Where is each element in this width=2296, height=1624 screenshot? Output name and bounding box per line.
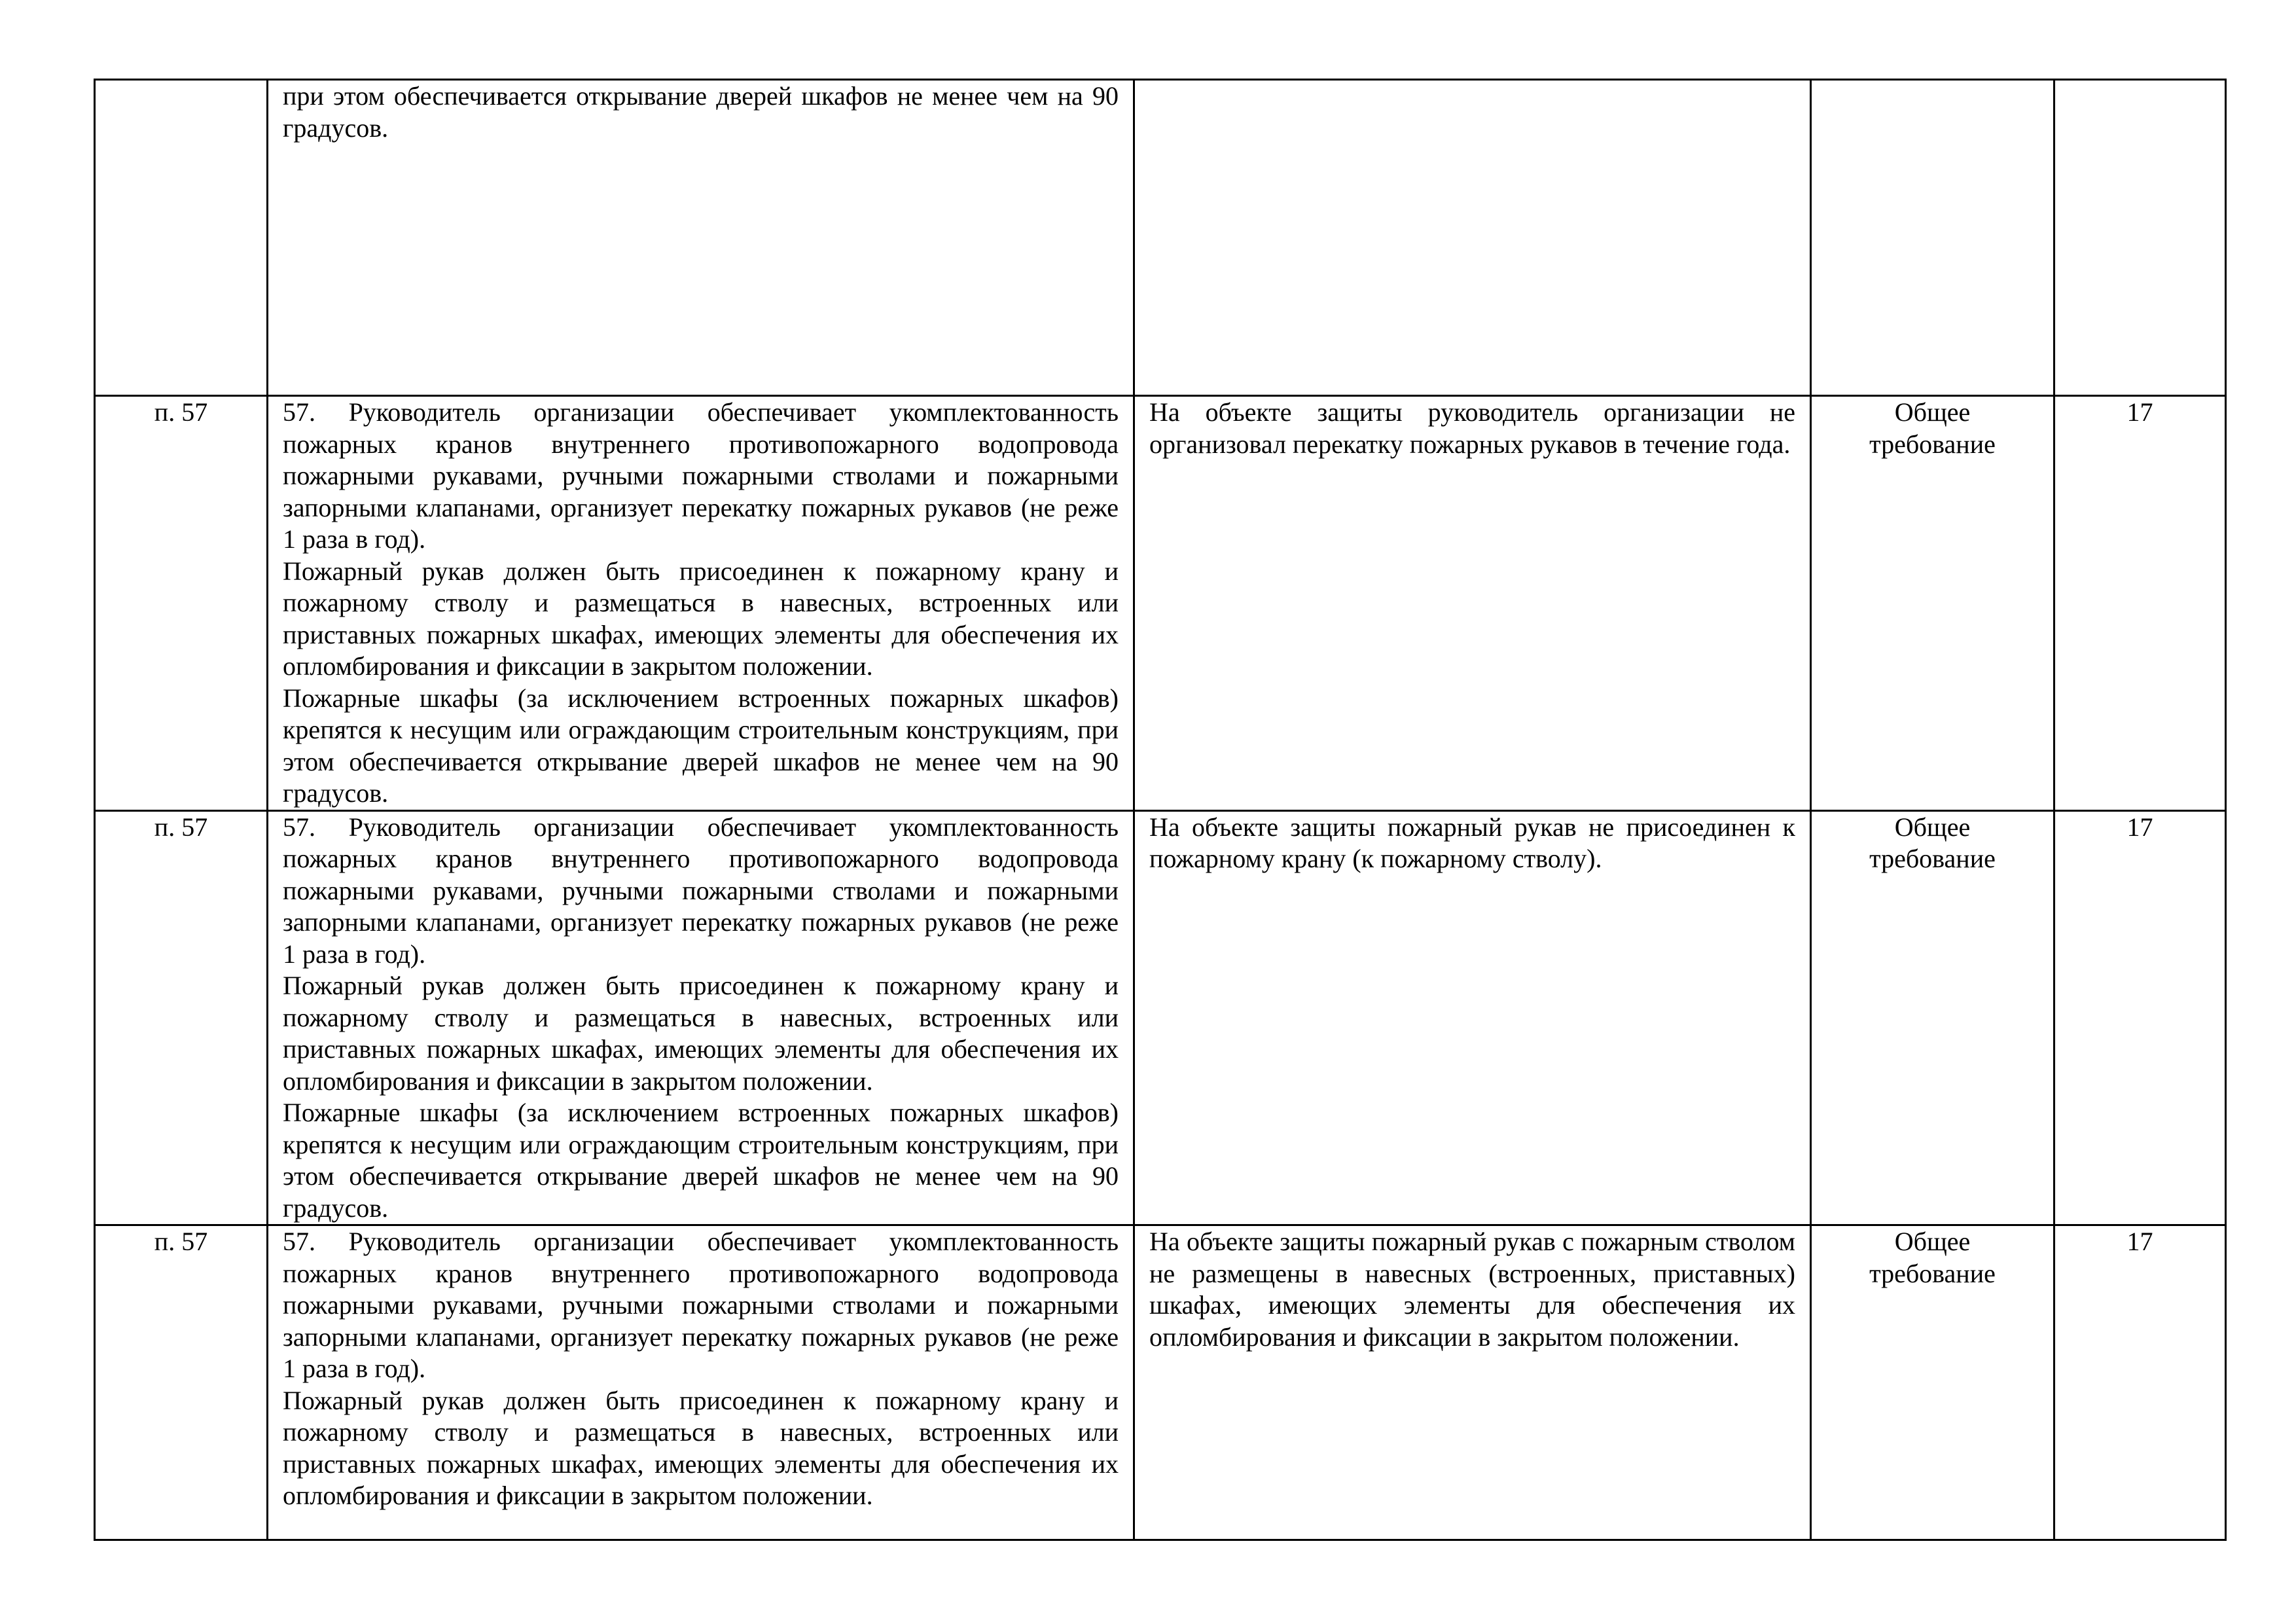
reference-cell: п. 57 xyxy=(95,1225,268,1540)
violation-cell xyxy=(1134,1225,1811,1540)
requirement-cell xyxy=(268,1225,1134,1540)
requirement-paragraph: Пожарный рукав должен быть присоединен к пожарному крану и пожарному стволу и размещаться в навесных, встроенных или приставных пожарных шкафах, имеющих элементы для обеспечения их опломбирования и фиксации в закрытом положении. xyxy=(283,556,1119,681)
table-row xyxy=(95,810,2226,1225)
reference-cell: п. 57 xyxy=(95,810,268,1225)
reference-cell xyxy=(95,80,268,396)
violation-text: На объекте защиты руководитель организации не организовал перекатку пожарных рукавов в течение года. xyxy=(1149,397,1795,459)
requirement-paragraph: 57. Руководитель организации обеспечивает укомплектованность пожарных кранов внутреннего противопожарного водопровода пожарными рукавами, ручными пожарными стволами и пожарными запорными клапанами, организует перекатку пожарных рукавов (не реже 1 раза в год). xyxy=(283,397,1119,554)
violation-cell xyxy=(1134,80,1811,396)
requirement-cell xyxy=(268,396,1134,811)
table-row xyxy=(95,1225,2226,1540)
requirement-paragraph: при этом обеспечивается открывание дверей шкафов не менее чем на 90 градусов. xyxy=(283,81,1119,143)
violation-cell xyxy=(1134,396,1811,811)
requirement-type-cell xyxy=(1811,396,2054,811)
requirement-paragraph: Пожарный рукав должен быть присоединен к пожарному крану и пожарному стволу и размещаться в навесных, встроенных или приставных пожарных шкафах, имеющих элементы для обеспечения их опломбирования и фиксации в закрытом положении. xyxy=(283,1385,1119,1510)
requirement-type-text: Общее требование xyxy=(1869,812,1996,873)
number-cell: 17 xyxy=(2054,1225,2226,1540)
violations-table xyxy=(94,79,2227,1541)
number-cell xyxy=(2054,80,2226,396)
requirement-paragraph: Пожарные шкафы (за исключением встроенных пожарных шкафов) крепятся к несущим или ограждающим строительным конструкциям, при этом обеспечивается открывание дверей шкафов не менее чем на 90 градусов. xyxy=(283,683,1119,808)
violation-cell xyxy=(1134,810,1811,1225)
requirement-type-cell xyxy=(1811,80,2054,396)
requirement-type-cell xyxy=(1811,810,2054,1225)
table-row xyxy=(95,80,2226,396)
requirement-type-text: Общее требование xyxy=(1869,397,1996,459)
number-cell: 17 xyxy=(2054,810,2226,1225)
requirement-type-cell xyxy=(1811,1225,2054,1540)
requirement-type-text: Общее требование xyxy=(1869,1227,1996,1288)
violation-text: На объекте защиты пожарный рукав не присоединен к пожарному крану (к пожарному стволу). xyxy=(1149,812,1795,873)
requirement-paragraph: 57. Руководитель организации обеспечивает укомплектованность пожарных кранов внутреннего противопожарного водопровода пожарными рукавами, ручными пожарными стволами и пожарными запорными клапанами, организует перекатку пожарных рукавов (не реже 1 раза в год). xyxy=(283,1227,1119,1383)
requirement-paragraph: 57. Руководитель организации обеспечивает укомплектованность пожарных кранов внутреннего противопожарного водопровода пожарными рукавами, ручными пожарными стволами и пожарными запорными клапанами, организует перекатку пожарных рукавов (не реже 1 раза в год). xyxy=(283,812,1119,969)
table-row xyxy=(95,396,2226,811)
violation-text: На объекте защиты пожарный рукав с пожарным стволом не размещены в навесных (встроенных, приставных) шкафах, имеющих элементы для обеспечения их опломбирования и фиксации в закрытом положении. xyxy=(1149,1227,1795,1352)
requirement-paragraph: Пожарный рукав должен быть присоединен к пожарному крану и пожарному стволу и размещаться в навесных, встроенных или приставных пожарных шкафах, имеющих элементы для обеспечения их опломбирования и фиксации в закрытом положении. xyxy=(283,971,1119,1096)
reference-cell: п. 57 xyxy=(95,396,268,811)
requirement-paragraph: Пожарные шкафы (за исключением встроенных пожарных шкафов) крепятся к несущим или ограждающим строительным конструкциям, при этом обеспечивается открывание дверей шкафов не менее чем на 90 градусов. xyxy=(283,1098,1119,1223)
number-cell: 17 xyxy=(2054,396,2226,811)
requirement-cell xyxy=(268,810,1134,1225)
requirement-cell xyxy=(268,80,1134,396)
